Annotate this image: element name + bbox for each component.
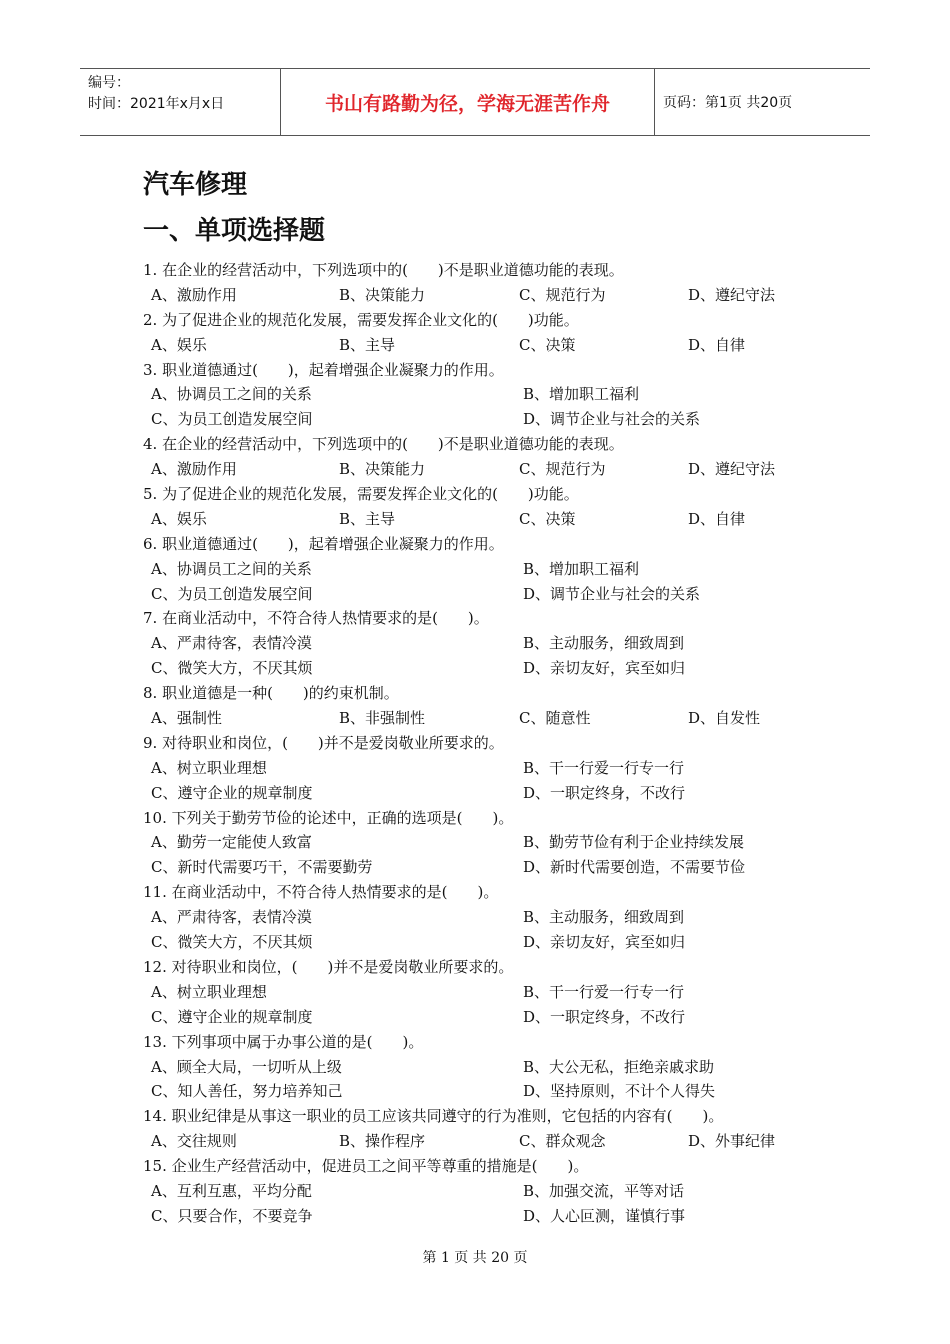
answer-option: A、勤劳一定能使人致富 <box>151 833 312 852</box>
answer-option: D、自发性 <box>688 709 761 728</box>
option-row <box>143 457 793 482</box>
question-stem: 3. 职业道德通过( )，起着增强企业凝聚力的作用。 <box>143 360 504 379</box>
answer-option: D、亲切友好，宾至如归 <box>523 659 686 678</box>
header-page-info: 页码：第1页 共20页 <box>663 95 793 111</box>
answer-option: D、遵纪守法 <box>688 460 776 479</box>
header-meta <box>80 69 280 135</box>
answer-option: B、增加职工福利 <box>523 559 640 578</box>
header-motto: 书山有路勤为径，学海无涯苦作舟 <box>280 69 655 135</box>
answer-option: C、只要合作，不要竞争 <box>151 1206 313 1225</box>
option-row <box>143 1129 793 1154</box>
page-footer: 第 1 页 共 20 页 <box>422 1250 528 1266</box>
question-stem: 5. 为了促进企业的规范化发展，需要发挥企业文化的( )功能。 <box>143 485 579 504</box>
answer-option: B、主动服务，细致周到 <box>523 908 685 927</box>
question-stem: 1. 在企业的经营活动中，下列选项中的( )不是职业道德功能的表现。 <box>143 261 624 279</box>
answer-option: D、调节企业与社会的关系 <box>523 584 701 603</box>
answer-option: A、树立职业理想 <box>151 758 267 777</box>
answer-option: D、人心叵测，谨慎行事 <box>523 1206 686 1225</box>
answer-option: D、外事纪律 <box>688 1132 776 1151</box>
document-title: 汽车修理 <box>143 170 248 200</box>
option-row <box>143 1055 793 1080</box>
answer-option: A、强制性 <box>151 709 222 728</box>
document-body <box>143 163 793 1229</box>
answer-option: C、遵守企业的规章制度 <box>151 783 313 802</box>
answer-option: B、非强制性 <box>339 709 426 728</box>
answer-option: D、新时代需要创造，不需要节俭 <box>523 858 746 877</box>
option-row <box>143 382 793 407</box>
answer-option: B、主动服务，细致周到 <box>523 634 685 653</box>
answer-option: D、自律 <box>688 335 746 354</box>
option-row <box>143 930 793 955</box>
answer-option: D、自律 <box>688 509 746 528</box>
option-row <box>143 1204 793 1229</box>
answer-option: B、干一行爱一行专一行 <box>523 982 685 1001</box>
question-stem: 9. 对待职业和岗位，( )并不是爱岗敬业所要求的。 <box>143 733 504 752</box>
question-stem: 11. 在商业活动中，不符合待人热情要求的是( )。 <box>143 883 499 902</box>
answer-option: C、决策 <box>519 335 576 354</box>
answer-option: C、微笑大方，不厌其烦 <box>151 659 313 678</box>
date-label: 时间：2021年x月x日 <box>88 96 225 112</box>
answer-option: A、激励作用 <box>151 285 237 304</box>
answer-option: A、娱乐 <box>151 509 207 528</box>
question-stem: 13. 下列事项中属于办事公道的是( )。 <box>143 1032 424 1051</box>
option-row <box>143 283 793 308</box>
option-row <box>143 631 793 656</box>
option-row <box>143 507 793 532</box>
answer-option: C、群众观念 <box>519 1132 606 1151</box>
answer-option: C、为员工创造发展空间 <box>151 410 313 429</box>
option-row <box>143 557 793 582</box>
option-row <box>143 1179 793 1204</box>
answer-option: B、决策能力 <box>339 285 426 304</box>
answer-option: B、加强交流，平等对话 <box>523 1181 685 1200</box>
section-title: 一、单项选择题 <box>143 216 326 246</box>
option-row <box>143 781 793 806</box>
answer-option: C、新时代需要巧干，不需要勤劳 <box>151 858 373 877</box>
answer-option: B、操作程序 <box>339 1132 426 1151</box>
answer-option: C、随意性 <box>519 709 591 728</box>
option-row <box>143 333 793 358</box>
answer-option: D、遵纪守法 <box>688 285 776 304</box>
answer-option: A、协调员工之间的关系 <box>151 385 312 404</box>
answer-option: C、为员工创造发展空间 <box>151 584 313 603</box>
answer-option: C、知人善任，努力培养知己 <box>151 1082 343 1101</box>
answer-option: C、规范行为 <box>519 460 606 479</box>
question-stem: 6. 职业道德通过( )，起着增强企业凝聚力的作用。 <box>143 534 504 553</box>
answer-option: A、交往规则 <box>151 1132 237 1151</box>
answer-option: B、勤劳节俭有利于企业持续发展 <box>523 833 745 852</box>
option-row <box>143 1079 793 1104</box>
option-row <box>143 656 793 681</box>
option-row <box>143 407 793 432</box>
answer-option: D、一职定终身，不改行 <box>523 783 686 802</box>
answer-option: C、微笑大方，不厌其烦 <box>151 933 313 952</box>
option-row <box>143 830 793 855</box>
number-label: 编号： <box>88 75 130 91</box>
question-stem: 4. 在企业的经营活动中，下列选项中的( )不是职业道德功能的表现。 <box>143 435 624 454</box>
question-stem: 10. 下列关于勤劳节俭的论述中，正确的选项是( )。 <box>143 808 514 827</box>
answer-option: C、遵守企业的规章制度 <box>151 1007 313 1026</box>
question-stem: 7. 在商业活动中，不符合待人热情要求的是( )。 <box>143 609 489 628</box>
question-stem: 2. 为了促进企业的规范化发展，需要发挥企业文化的( )功能。 <box>143 310 579 329</box>
answer-option: B、干一行爱一行专一行 <box>523 758 685 777</box>
answer-option: A、娱乐 <box>151 335 207 354</box>
answer-option: A、协调员工之间的关系 <box>151 559 312 578</box>
answer-option: D、坚持原则，不计个人得失 <box>523 1082 716 1101</box>
question-stem: 12. 对待职业和岗位，( )并不是爱岗敬业所要求的。 <box>143 957 514 976</box>
answer-option: C、决策 <box>519 509 576 528</box>
answer-option: D、一职定终身，不改行 <box>523 1007 686 1026</box>
option-row <box>143 582 793 607</box>
option-row <box>143 1005 793 1030</box>
document-header <box>80 68 870 136</box>
question-stem: 14. 职业纪律是从事这一职业的员工应该共同遵守的行为准则，它包括的内容有( )。 <box>143 1107 724 1126</box>
answer-option: A、顾全大局，一切听从上级 <box>151 1057 342 1076</box>
answer-option: A、互利互惠，平均分配 <box>151 1181 312 1200</box>
answer-option: A、树立职业理想 <box>151 982 267 1001</box>
answer-option: C、规范行为 <box>519 285 606 304</box>
answer-option: B、决策能力 <box>339 460 426 479</box>
answer-option: B、增加职工福利 <box>523 385 640 404</box>
answer-option: A、严肃待客，表情冷漠 <box>151 634 312 653</box>
option-row <box>143 756 793 781</box>
question-list <box>143 258 793 1229</box>
answer-option: B、主导 <box>339 509 396 528</box>
question-stem: 8. 职业道德是一种( )的约束机制。 <box>143 684 399 703</box>
answer-option: B、大公无私，拒绝亲戚求助 <box>523 1057 715 1076</box>
answer-option: D、亲切友好，宾至如归 <box>523 933 686 952</box>
answer-option: A、激励作用 <box>151 460 237 479</box>
option-row <box>143 706 793 731</box>
answer-option: A、严肃待客，表情冷漠 <box>151 908 312 927</box>
option-row <box>143 980 793 1005</box>
answer-option: B、主导 <box>339 335 396 354</box>
answer-option: D、调节企业与社会的关系 <box>523 410 701 429</box>
question-stem: 15. 企业生产经营活动中，促进员工之间平等尊重的措施是( )。 <box>143 1157 589 1176</box>
option-row <box>143 905 793 930</box>
option-row <box>143 855 793 880</box>
